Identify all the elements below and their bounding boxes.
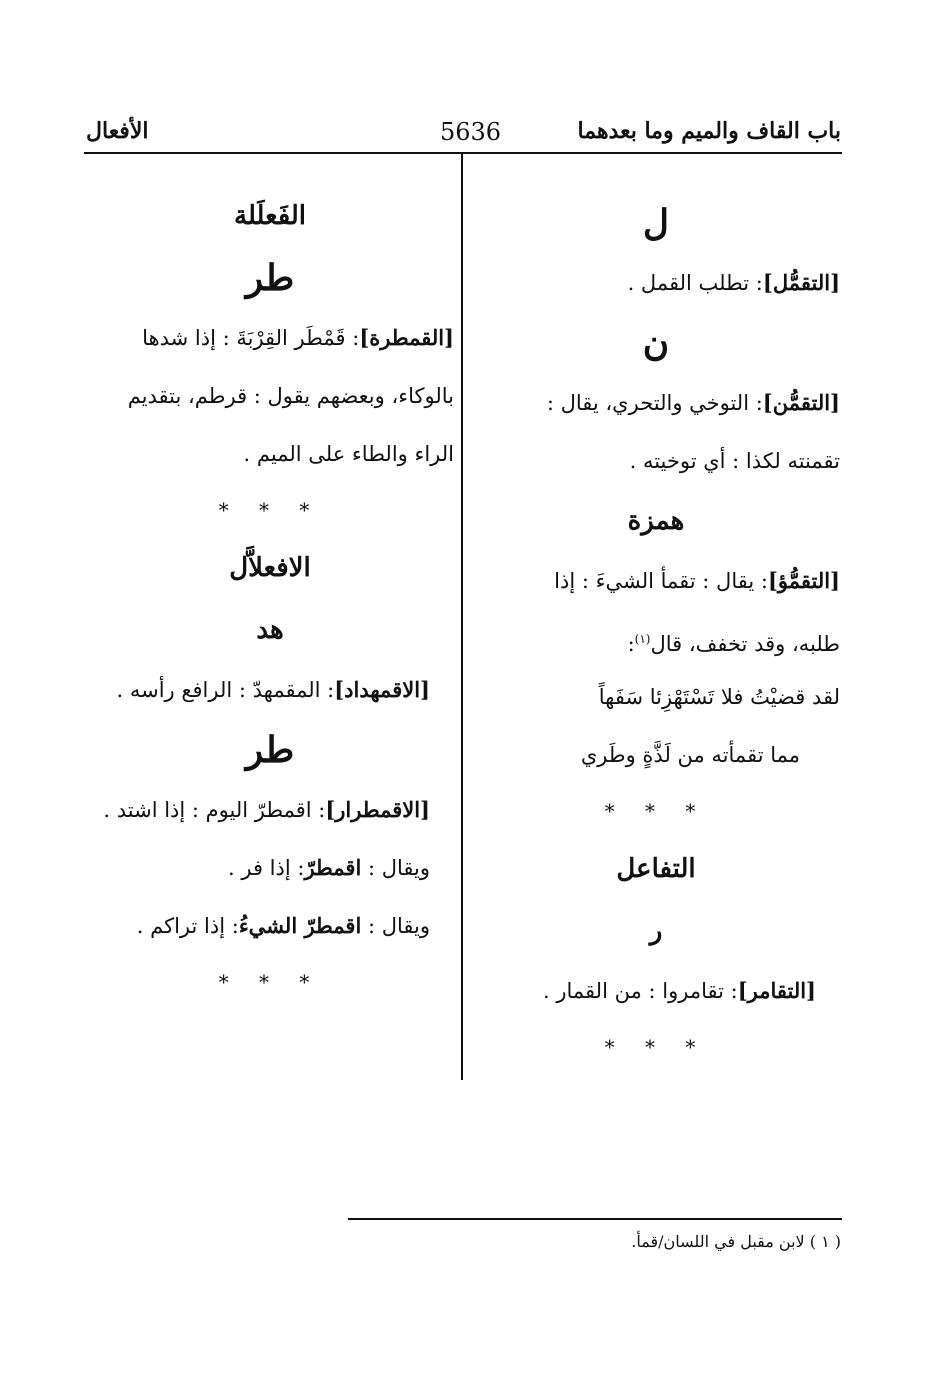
- footnote-rule: [348, 1218, 842, 1220]
- entry-term: [الاقمطرار]: [325, 797, 430, 822]
- entry-prefix: ويقال :: [367, 914, 430, 938]
- entry-iqmihdad: [86, 661, 454, 719]
- section-separator: * * *: [604, 799, 708, 823]
- entry-taqammu-line2: [472, 610, 840, 668]
- letter-heading-ra: ر: [649, 916, 663, 946]
- entry-text: : تقامروا : من القمار .: [543, 979, 738, 1003]
- entry-qamtara: [86, 309, 454, 367]
- verse-line-1: لقد قضيْتُ فلا تَسْتَهْزِئا سَفَهاً: [598, 685, 840, 709]
- verse-line-2: مما تقمأته من لَذَّةٍ وطَري: [580, 743, 800, 767]
- entry-term: اقمطرّ: [304, 855, 362, 880]
- letter-heading-tr: طر: [245, 257, 295, 299]
- entry-prefix: ويقال :: [367, 856, 430, 880]
- entry-colon: :: [627, 632, 635, 656]
- column-divider: [461, 154, 463, 1080]
- section-separator: * * *: [218, 970, 322, 994]
- entry-term: [التقمُّن]: [762, 390, 840, 415]
- letter-heading-hamza: همزة: [627, 506, 685, 536]
- section-separator: * * *: [218, 498, 322, 522]
- entry-text: : إذا تراكم .: [136, 914, 239, 938]
- entry-text: : إذا فر .: [228, 856, 305, 880]
- footnote: ( ١ ) لابن مقبل في اللسان/قمأ.: [631, 1232, 841, 1251]
- letter-heading-hd: هد: [256, 615, 284, 645]
- right-column: [472, 192, 840, 1074]
- entry-taqamur: [472, 962, 840, 1020]
- entry-term: [التقامر]: [737, 978, 816, 1003]
- letter-heading-nun: ن: [642, 322, 670, 364]
- section-heading-ifilal: الافعلاَّل: [229, 553, 311, 583]
- running-header-right: باب القاف والميم وما بعدهما: [577, 118, 841, 144]
- entry-taqammun-line2: تقمنته لكذا : أي توخيته .: [629, 449, 840, 473]
- entry-taqammul: [472, 254, 840, 312]
- entry-iqmatarra-flee: [86, 839, 454, 897]
- entry-term: اقمطرّ الشيءُ: [238, 913, 362, 938]
- letter-heading-lam: ل: [642, 202, 670, 244]
- entry-iqmitrar: [86, 781, 454, 839]
- letter-heading-tr: طر: [245, 729, 295, 771]
- header-rule: [84, 152, 842, 154]
- section-heading-tafaul: التفاعل: [616, 854, 696, 884]
- running-header-left: الأفعال: [86, 118, 149, 144]
- entry-term: [القمطرة]: [359, 325, 454, 350]
- entry-iqmatarra-pile: [86, 897, 454, 955]
- page-number: 5636: [439, 118, 502, 146]
- entry-taqammun: [472, 374, 840, 432]
- entry-qamtara-line2: بالوكاء، وبعضهم يقول : قرطم، بتقديم: [127, 384, 454, 408]
- entry-term: [الاقمهداد]: [334, 677, 430, 702]
- entry-term: [التقمُّل]: [762, 270, 840, 295]
- entry-text: : قَمْطَر القِرْبَةَ : إذا شدها: [142, 326, 360, 350]
- left-column: [86, 185, 454, 1009]
- entry-text: : تطلب القمل .: [627, 271, 763, 295]
- entry-qamtara-line3: الراء والطاء على الميم .: [243, 442, 454, 466]
- section-separator: * * *: [604, 1035, 708, 1059]
- entry-term: [التقمُّؤ]: [767, 568, 840, 593]
- entry-taqammu: [472, 552, 840, 610]
- entry-text: : يقال : تقمأ الشيءَ : إذا: [554, 569, 768, 593]
- entry-text: : اقمطرّ اليوم : إذا اشتد .: [103, 798, 326, 822]
- entry-text: : التوخي والتحري، يقال :: [546, 391, 763, 415]
- section-heading-falala: الفَعلَلة: [234, 201, 306, 231]
- entry-text: طلبه، وقد تخفف، قال: [650, 632, 840, 656]
- entry-text: : المقمهدّ : الرافع رأسه .: [116, 678, 335, 702]
- footnote-ref: (١): [634, 632, 651, 646]
